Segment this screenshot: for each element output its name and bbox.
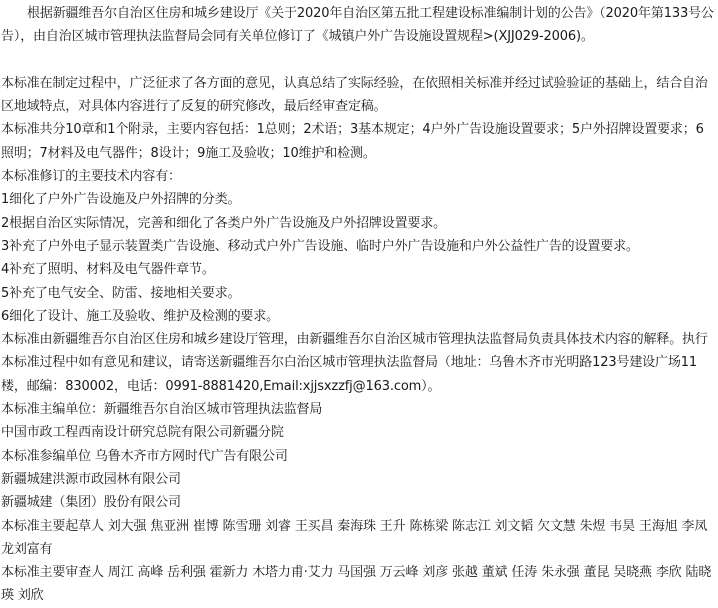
participating-units: 本标准参编单位 乌鲁木齐市方网时代广告有限公司: [1, 448, 288, 464]
revision-item: 4补充了照明、材料及电气器件章节。: [1, 262, 215, 278]
revision-item: 6细化了设计、施工及验收、维护及检测的要求。: [1, 308, 279, 324]
drafters-list: 本标准主要起草人 刘大强 焦亚洲 崔博 陈雪珊 刘睿 王买昌 秦海珠 王升 陈栋梁 陈志江 刘文韬 欠文慧 朱煜 韦昊 王海旭 李凤龙刘富有: [1, 518, 708, 557]
revision-item: 3补充了户外电子显示装置类广告设施、移动式户外广告设施、临时户外广告设施和户外公益性广告的设置要求。: [1, 238, 639, 254]
management-paragraph: 本标准由新疆维吾尔自治区住房和城乡建设厅管理，由新疆维吾尔自治区城市管理执法监督局负责具体技术内容的解释。执行本标准过程中如有意见和建议，请寄送新疆维吾尔白治区城市管理执法监督局（地址：乌鲁木齐市光明路123号建设广场11楼，邮编：830002，电话：0991-8881420,Email:xjjsxzzfj@163.com）。: [1, 332, 708, 394]
blank-line: [0, 49, 714, 72]
document-body: [0, 2, 714, 608]
revision-heading: 本标准修订的主要技术内容有：: [1, 169, 181, 185]
reviewers-list: 本标准主要审查人 周江 高峰 岳利强 霍新力 木塔力甫·艾力 马国强 万云峰 刘彦 张越 董斌 任涛 朱永强 董昆 吴晓燕 李欣 陆晓瑛 刘欣: [1, 565, 712, 604]
revision-item: 1细化了户外广告设施及户外招牌的分类。: [1, 192, 241, 208]
revision-item: 2根据自治区实际情况，完善和细化了各类户外广告设施及户外招牌设置要求。: [1, 215, 447, 231]
participating-unit: 新疆城建洪源市政园林有限公司: [1, 471, 181, 487]
chief-editor-unit: 本标准主编单位：新疆维吾尔自治区城市管理执法监督局: [1, 402, 323, 418]
contents-paragraph: 本标准共分10章和1个附录，主要内容包括：1总则；2术语；3基本规定；4户外广告设施设置要求；5户外招牌设置要求；6照明；7材料及电气器件；8设计；9施工及验收；10维护和检测。: [1, 122, 704, 161]
participating-unit: 新疆城建（集团）股份有限公司: [1, 495, 181, 511]
co-editor-unit: 中国市政工程西南设计研究总院有限公司新疆分院: [1, 425, 284, 441]
process-paragraph: 本标准在制定过程中，广泛征求了各方面的意见，认真总结了实际经验，在依照相关标准并经过试验验证的基础上，结合自治区地域特点，对具体内容进行了反复的研究修改，最后经审查定稿。: [1, 75, 708, 115]
revision-item: 5补充了电气安全、防雷、接地相关要求。: [1, 285, 241, 301]
intro-paragraph: 根据新疆维吾尔自治区住房和城乡建设厅《关于2020年自治区第五批工程建设标准编制计划的公告》（2020年第133号公告），由自治区城市管理执法监督局会同有关单位修订了《城镇户外广告设施设置规程>(XJJ029-2006)。: [1, 6, 714, 45]
